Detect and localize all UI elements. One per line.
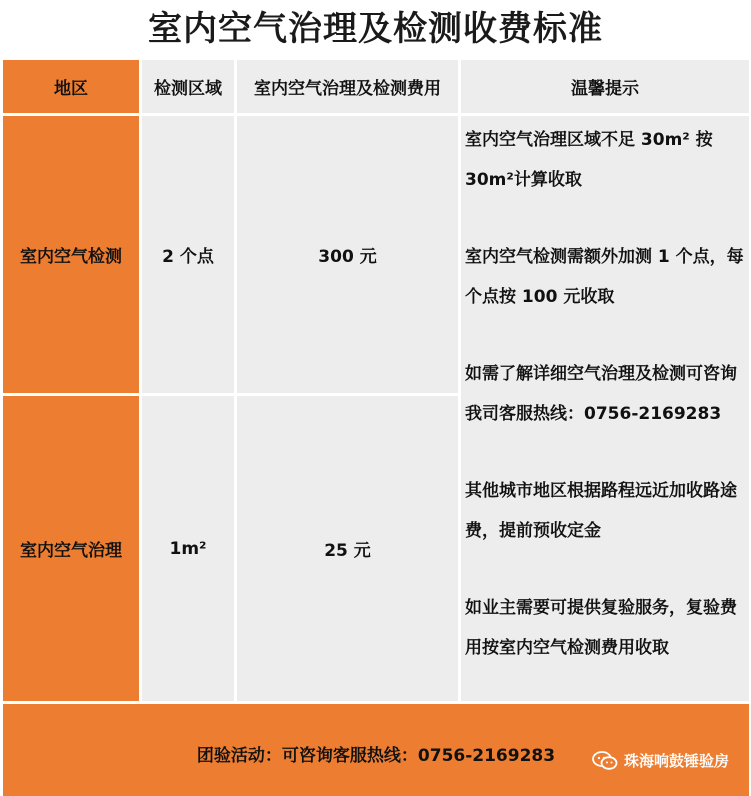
row-treatment-fee: 25 元 [237, 396, 458, 701]
header-fee: 室内空气治理及检测费用 [237, 60, 458, 113]
tip-item: 如需了解详细空气治理及检测可咨询我司客服热线：0756-2169283 [465, 364, 737, 424]
row-treatment-area: 1m² [142, 396, 234, 701]
watermark-text: 珠海响鼓锤验房 [623, 752, 729, 770]
page-title: 室内空气治理及检测收费标准 [148, 9, 603, 49]
row-detection-area: 2 个点 [142, 116, 234, 393]
row-detection-fee: 300 元 [237, 116, 458, 393]
tip-item: 如业主需要可提供复验服务，复验费用按室内空气检测费用收取 [465, 598, 737, 658]
tip-item: 室内空气检测需额外加测 1 个点，每个点按 100 元收取 [465, 247, 744, 307]
tips-cell [461, 116, 749, 701]
tip-item: 其他城市地区根据路程远近加收路途费，提前预收定金 [465, 481, 737, 541]
header-area: 检测区域 [142, 60, 234, 113]
row-detection-name: 室内空气检测 [3, 116, 139, 393]
header-tips: 温馨提示 [461, 60, 749, 113]
row-treatment-name: 室内空气治理 [3, 396, 139, 701]
wechat-icon [592, 751, 618, 771]
footer-hotline: 团验活动：可咨询客服热线：0756-2169283 [196, 746, 556, 766]
fee-table [3, 60, 749, 796]
header-region: 地区 [3, 60, 139, 113]
footer-banner [3, 704, 749, 796]
tip-item: 室内空气治理区域不足 30m² 按 30m²计算收取 [465, 130, 713, 190]
watermark [592, 750, 729, 771]
